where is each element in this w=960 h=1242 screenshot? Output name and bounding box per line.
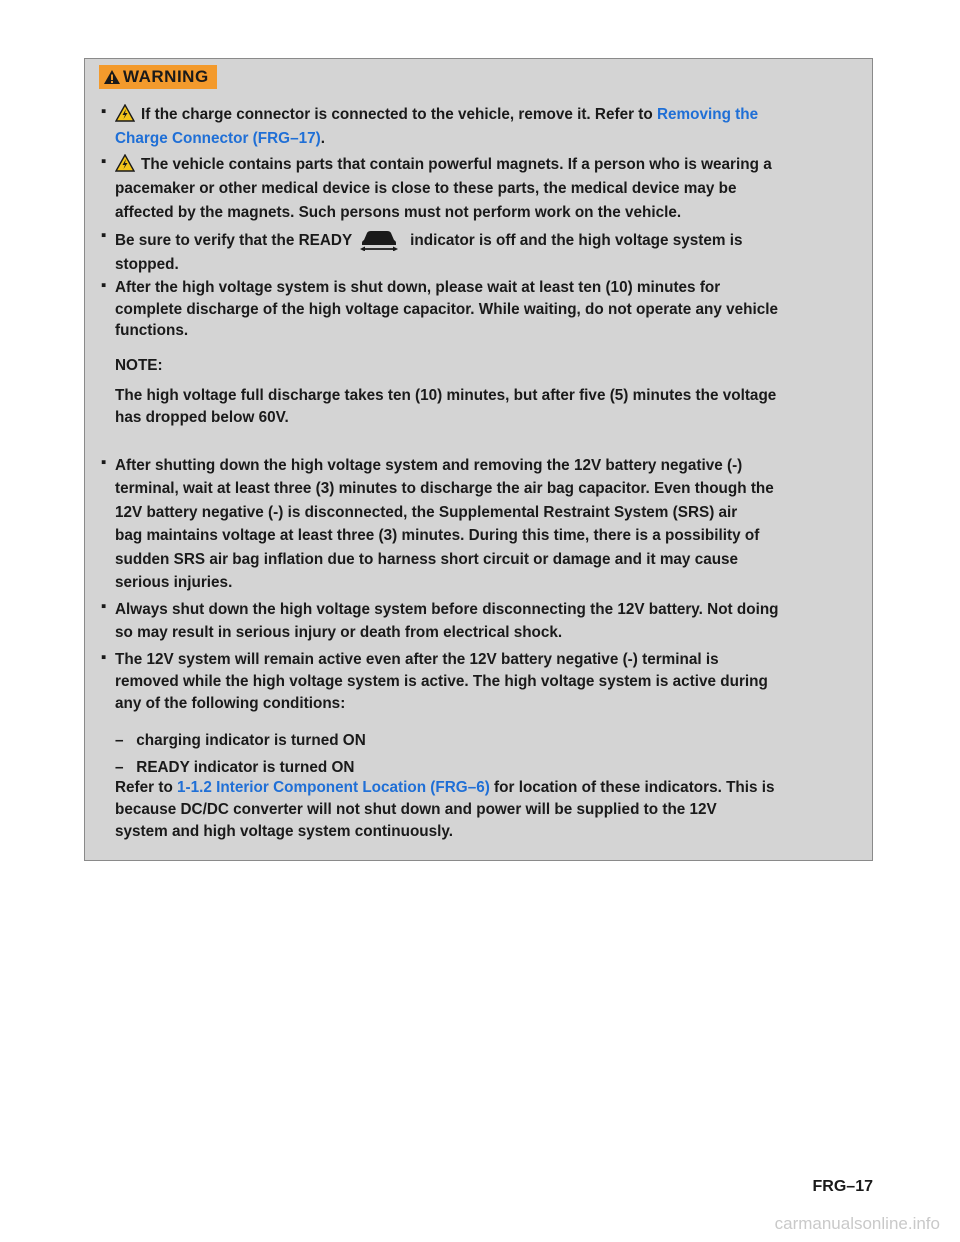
warning-triangle-icon — [103, 69, 121, 85]
warning-badge — [99, 65, 217, 89]
bullet: ▪ — [101, 153, 107, 170]
warning-label: WARNING — [123, 67, 209, 86]
bullet: ▪ — [101, 454, 107, 471]
bullet: ▪ — [101, 277, 107, 294]
magnet-warning-icon — [115, 154, 135, 172]
ready-car-icon — [358, 227, 400, 251]
link-removing-charge-connector-cont[interactable]: Charge Connector (FRG–17) — [115, 130, 321, 147]
bullet: ▪ — [101, 598, 107, 615]
high-voltage-warning-icon — [115, 104, 135, 122]
bullet: ▪ — [101, 103, 107, 120]
note-label: NOTE: — [115, 357, 163, 374]
bullet: ▪ — [101, 227, 107, 244]
warning-box: WARNING ▪ If the charge connector is connected to the vehicle, remove it. Refer to Removing the Charge Connector (FRG–17). ▪ The vehicle contains parts that contain powerful magnets. If a person who is wearing a pacemaker or other medical device is close to these parts, the medical device may be affected by the magnets. Such persons must not perform work on the vehicle. ▪ Be sure to verify that the READY indicator is off and the high voltage system is stopped. ▪ After the high voltage system is shut down, please wait at least ten (10) minutes for complete discharge of the high voltage capacitor. While waiting, do not operate any vehicle functions. NOTE: The high voltage full discharge takes ten (10) minutes, but after five (5) minutes the voltage has dropped below 60V. ▪ After shutting down the high voltage system and removing the 12V battery negative (-) terminal, wait at least three (3) minutes to discharge the air bag capacitor. Even though the 12V battery negative (-) is disconnected, the Supplemental Restraint System (SRS) air bag maintains voltage at least three (3) minutes. During this time, there is a possibility of sudden SRS air bag inflation due to harness short circuit or damage and it may cause serious injuries. ▪ Always shut down the high voltage system before disconnecting the 12V battery. Not doing so may result in serious injury or death from electrical shock. ▪ The 12V system will remain active even after the 12V battery negative (-) terminal is removed while the high voltage system is active. The high voltage system is active during any of the following conditions: – charging indicator is turned ON – READY indicator is turned ON Refer to 1-1.2 Interior Component Location (FRG–6) for location of these indicators. This is because DC/DC converter will not shut down and power will be supplied to the 12V system and high voltage system continuously. — [84, 58, 873, 861]
watermark: carmanualsonline.info — [774, 1214, 940, 1233]
page-number: FRG–17 — [812, 1178, 873, 1195]
dash: – — [115, 732, 124, 749]
dash: – — [115, 759, 124, 776]
link-interior-component-location[interactable]: 1-1.2 Interior Component Location (FRG–6) — [177, 779, 490, 796]
bullet: ▪ — [101, 649, 107, 666]
link-removing-charge-connector[interactable]: Removing the — [656, 106, 759, 123]
